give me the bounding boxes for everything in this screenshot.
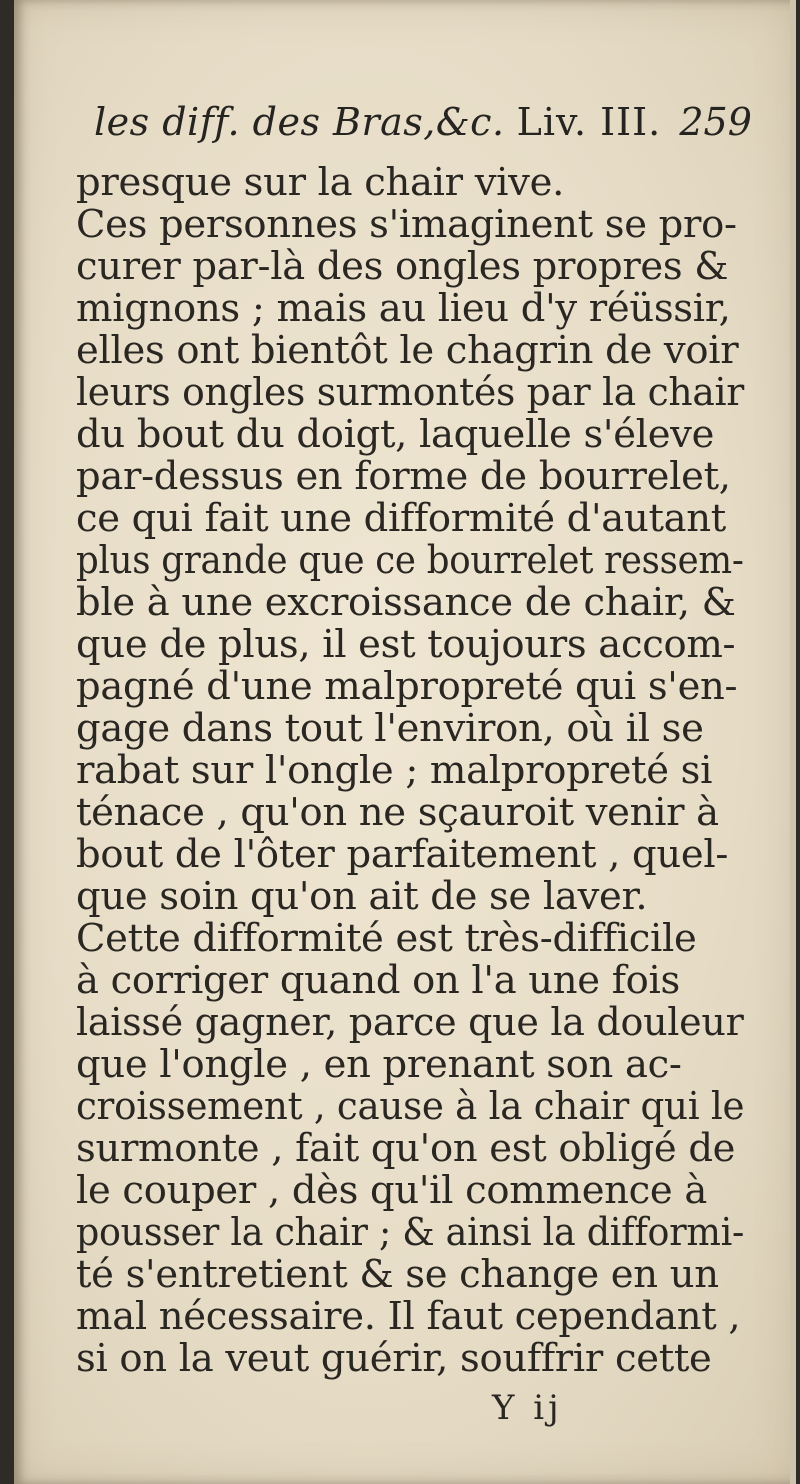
text-line: bout de l'ôter parfaitement , quel-	[76, 832, 729, 877]
text-line: mignons ; mais au lieu d'y réüssir,	[76, 286, 731, 331]
text-line: elles ont bientôt le chagrin de voir	[76, 328, 739, 373]
text-line: pousser la chair ; & ainsi la difformi-	[76, 1210, 744, 1255]
text-line: laissé gagner, parce que la douleur	[76, 1000, 744, 1045]
signature-mark: Y ij	[492, 1388, 563, 1428]
book-page	[14, 0, 796, 1484]
page-edge	[790, 0, 796, 1484]
text-line: Cette difformité est très-difficile	[76, 916, 697, 961]
text-line: croissement , cause à la chair qui le	[76, 1084, 745, 1129]
running-title: les diff. des Bras,&c.	[94, 100, 505, 144]
text-line: si on la veut guérir, souffrir cette	[76, 1336, 712, 1381]
text-line: le couper , dès qu'il commence à	[76, 1168, 708, 1213]
book-number: Liv. III.	[516, 100, 662, 144]
text-line: plus grande que ce bourrelet ressem-	[76, 538, 744, 583]
text-line: surmonte , fait qu'on est obligé de	[76, 1126, 736, 1171]
text-line: pagné d'une malpropreté qui s'en-	[76, 664, 738, 709]
text-line: leurs ongles surmontés par la chair	[76, 370, 744, 415]
text-line: par-dessus en forme de bourrelet,	[76, 454, 731, 499]
text-line: gage dans tout l'environ, où il se	[76, 706, 704, 751]
text-line: que l'ongle , en prenant son ac-	[76, 1042, 682, 1087]
text-line: rabat sur l'ongle ; malpropreté si	[76, 748, 713, 793]
page-header	[94, 100, 752, 144]
text-line: que soin qu'on ait de se laver.	[76, 874, 648, 919]
text-line: ble à une excroissance de chair, &	[76, 580, 736, 625]
text-line: Ces personnes s'imaginent se pro-	[76, 202, 737, 247]
text-line: té s'entretient & se change en un	[76, 1252, 719, 1297]
text-line: ténace , qu'on ne sçauroit venir à	[76, 790, 719, 835]
text-line: à corriger quand on l'a une fois	[76, 958, 681, 1003]
page-number: 259	[679, 100, 752, 144]
text-line: ce qui fait une difformité d'autant	[76, 496, 726, 541]
text-line: que de plus, il est toujours accom-	[76, 622, 736, 667]
text-line: mal nécessaire. Il faut cependant ,	[76, 1294, 741, 1339]
text-line: du bout du doigt, laquelle s'éleve	[76, 412, 715, 457]
text-line: presque sur la chair vive.	[76, 160, 565, 205]
text-line: curer par-là des ongles propres &	[76, 244, 729, 289]
